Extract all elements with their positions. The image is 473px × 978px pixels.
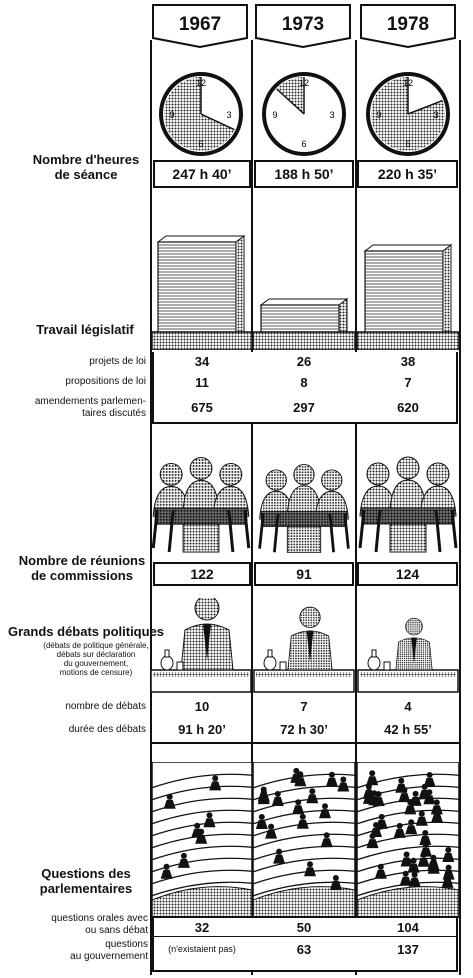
row-label-questions-gouvernement xyxy=(8,939,148,963)
sessions-label-line2: de séance xyxy=(54,167,118,182)
debates-note: motions de censure) xyxy=(59,668,133,677)
clock-digit: 12 xyxy=(195,78,207,88)
person-head xyxy=(266,470,286,490)
debats-nombre-1978: 4 xyxy=(404,699,412,714)
person-head xyxy=(220,463,242,485)
paper-stack xyxy=(158,236,244,348)
committees-label-line2: de commissions xyxy=(31,568,133,583)
deputy-head xyxy=(167,794,173,800)
person-body xyxy=(287,486,320,514)
deputy-head xyxy=(261,789,267,795)
deputy-head xyxy=(181,853,187,859)
orator xyxy=(288,607,332,670)
deputy-head xyxy=(446,865,452,871)
carafe-neck xyxy=(165,650,169,657)
row-label-duree-debats: durée des débats xyxy=(68,724,146,735)
year-label: 1967 xyxy=(178,14,222,35)
deputy-head xyxy=(324,832,330,838)
stack-base-strip xyxy=(357,332,459,350)
sessions-value-1978: 220 h 35’ xyxy=(357,160,458,188)
deputy-head xyxy=(427,772,433,778)
stack-base-strip xyxy=(152,332,252,350)
debats-duree-1967: 91 h 20’ xyxy=(178,722,226,737)
row-label-questions-orales-line1: questions orales avec xyxy=(51,913,148,924)
person-head xyxy=(294,464,314,484)
carafe xyxy=(161,656,173,670)
deputy-head xyxy=(373,822,379,828)
illustration-svg xyxy=(0,598,473,708)
deputy-head xyxy=(376,791,382,797)
deputy-head xyxy=(164,864,170,870)
deputy-head xyxy=(295,799,301,805)
stack-base-strip xyxy=(253,332,355,350)
committee-table xyxy=(362,508,454,524)
deputy-head xyxy=(419,811,425,817)
clock-digit: 12 xyxy=(402,78,414,88)
committee-group xyxy=(260,464,349,552)
questions-orales-1973: 50 xyxy=(296,920,312,935)
lectern-edge xyxy=(153,672,249,677)
committees-1967: 122 xyxy=(153,562,251,586)
year-tab-1973 xyxy=(255,4,351,48)
carafe xyxy=(368,656,380,670)
person-head xyxy=(427,463,449,485)
projets-1967: 34 xyxy=(194,354,210,369)
row-label-amendements-line1: amendements parlemen- xyxy=(34,396,146,407)
clock-digit: 6 xyxy=(405,139,411,149)
row-label-questions-gouvernement-line1: questions xyxy=(105,939,148,950)
person-head xyxy=(367,463,389,485)
questions-table-divider xyxy=(152,936,458,937)
deputy-head xyxy=(445,847,451,853)
clock-row xyxy=(0,70,473,158)
year-label: 1973 xyxy=(281,14,325,35)
row-label-questions-orales-line2: ou sans débat xyxy=(85,925,148,936)
committees-1973: 91 xyxy=(254,562,354,586)
committee-group xyxy=(153,457,249,552)
table-front xyxy=(287,526,320,552)
committees-label xyxy=(12,553,152,583)
deputy-head xyxy=(333,875,339,881)
deputy-head xyxy=(259,814,265,820)
deputy-head xyxy=(369,770,375,776)
person-body xyxy=(183,480,219,510)
person-head xyxy=(160,463,182,485)
lectern-edge xyxy=(360,672,456,677)
clock-digit: 3 xyxy=(433,110,439,120)
clock-digit: 6 xyxy=(198,139,204,149)
deputy-head xyxy=(322,803,328,809)
year-tab-1967 xyxy=(152,4,248,48)
deputy-head xyxy=(426,789,432,795)
questions-title xyxy=(20,866,152,896)
carafe-neck xyxy=(268,650,272,657)
questions-gouvernement-1973: 63 xyxy=(296,942,312,957)
deputy-head xyxy=(404,852,410,858)
debates-note: du gouvernement, xyxy=(63,659,129,668)
deputy-head xyxy=(397,823,403,829)
committee-illustration-row xyxy=(0,452,473,560)
lectern-edge xyxy=(256,672,352,677)
illustration-svg xyxy=(0,452,473,560)
deputy-head xyxy=(423,842,429,848)
stack-side xyxy=(236,236,244,348)
deputy-head xyxy=(445,873,451,879)
questions-orales-1967: 32 xyxy=(194,920,210,935)
deputy-head xyxy=(207,812,213,818)
glass xyxy=(384,662,390,670)
glass xyxy=(280,662,286,670)
orator-head xyxy=(195,598,219,620)
person-head xyxy=(397,457,419,479)
clock-digit: 3 xyxy=(226,110,232,120)
deputy-head xyxy=(378,864,384,870)
orator xyxy=(181,598,233,670)
deputy-head xyxy=(366,789,372,795)
debats-duree-1978: 42 h 55’ xyxy=(384,722,432,737)
questions-title-line1: Questions des xyxy=(41,866,131,881)
legislative-title: Travail législatif xyxy=(36,322,134,337)
propositions-1978: 7 xyxy=(404,375,412,390)
deputy-head xyxy=(309,788,315,794)
deputy-head xyxy=(275,791,281,797)
questions-gouvernement-1978: 137 xyxy=(397,942,419,957)
deputy-head xyxy=(300,814,306,820)
amendements-1978: 620 xyxy=(397,400,419,415)
debates-rule xyxy=(150,742,461,744)
questions-title-line2: parlementaires xyxy=(39,881,133,896)
deputy-head xyxy=(411,858,417,864)
deputy-head xyxy=(413,791,419,797)
deputy-head xyxy=(268,824,274,830)
deputy-head xyxy=(408,819,414,825)
row-label-projets: projets de loi xyxy=(89,356,146,367)
sessions-label-line1: Nombre d'heures xyxy=(32,152,140,167)
sessions-label xyxy=(20,152,152,182)
clock-digit: 6 xyxy=(301,139,307,149)
deputy-head xyxy=(329,772,335,778)
projets-1978: 38 xyxy=(400,354,416,369)
table-front xyxy=(183,524,219,552)
deputy-head xyxy=(293,768,299,774)
clock-digit: 9 xyxy=(376,110,382,120)
clock-digit: 9 xyxy=(169,110,175,120)
row-label-questions-gouvernement-line2: au gouvernement xyxy=(70,951,148,962)
sessions-value-1967: 247 h 40’ xyxy=(153,160,251,188)
committee-table xyxy=(261,512,346,527)
deputy-head xyxy=(434,808,440,814)
deputy-head xyxy=(340,777,346,783)
person-head xyxy=(322,470,342,490)
person-body xyxy=(390,480,426,510)
sessions-value-1973: 188 h 50’ xyxy=(254,160,354,188)
deputy-head xyxy=(307,861,313,867)
carafe-neck xyxy=(372,650,376,657)
person-head xyxy=(190,457,212,479)
propositions-1973: 8 xyxy=(300,375,308,390)
deputy-head xyxy=(212,775,218,781)
row-label-propositions: propositions de loi xyxy=(65,376,146,387)
row-label-nombre-debats: nombre de débats xyxy=(65,701,146,712)
debats-nombre-1967: 10 xyxy=(194,699,210,714)
amendements-1973: 297 xyxy=(293,400,315,415)
debates-title: Grands débats politiques xyxy=(8,624,165,639)
deputy-head xyxy=(276,849,282,855)
year-tab-1978 xyxy=(360,4,456,48)
stack-top-sheet xyxy=(158,236,244,242)
clock-digit: 9 xyxy=(272,110,278,120)
orator-head xyxy=(300,607,320,627)
row-label-amendements xyxy=(6,396,146,420)
illustration-svg xyxy=(0,70,473,158)
deputy-head xyxy=(412,872,418,878)
questions-orales-1978: 104 xyxy=(397,920,419,935)
row-label-questions-orales xyxy=(8,913,148,937)
propositions-1967: 11 xyxy=(195,375,209,390)
row-label-amendements-line2: taires discutés xyxy=(82,408,146,419)
deputy-head xyxy=(422,830,428,836)
deputy-head xyxy=(398,778,404,784)
debates-note: (débats de politique générale, xyxy=(43,641,149,650)
carafe xyxy=(264,656,276,670)
stack-top-sheet xyxy=(365,245,451,251)
debats-duree-1973: 72 h 30’ xyxy=(280,722,328,737)
committee-group xyxy=(360,457,456,552)
clock-digit: 3 xyxy=(329,110,335,120)
debate-illustration-row xyxy=(0,598,473,708)
debats-nombre-1973: 7 xyxy=(300,699,308,714)
committees-1978: 124 xyxy=(357,562,458,586)
table-front xyxy=(390,524,426,552)
deputy-head xyxy=(379,814,385,820)
projets-1973: 26 xyxy=(296,354,312,369)
questions-gouvernement-1967: (n'existaient pas) xyxy=(168,944,236,954)
year-label: 1978 xyxy=(386,14,430,35)
glass xyxy=(177,662,183,670)
stack-top-sheet xyxy=(261,299,347,305)
orator-head xyxy=(406,618,423,635)
committees-label-line1: Nombre de réunions xyxy=(18,553,146,568)
deputy-head xyxy=(194,823,200,829)
debates-note: débats sur déclaration xyxy=(56,650,136,659)
orator xyxy=(396,618,432,670)
committee-table xyxy=(155,508,247,524)
clock-digit: 12 xyxy=(298,78,310,88)
amendements-1967: 675 xyxy=(191,400,213,415)
deputy-head xyxy=(403,871,409,877)
